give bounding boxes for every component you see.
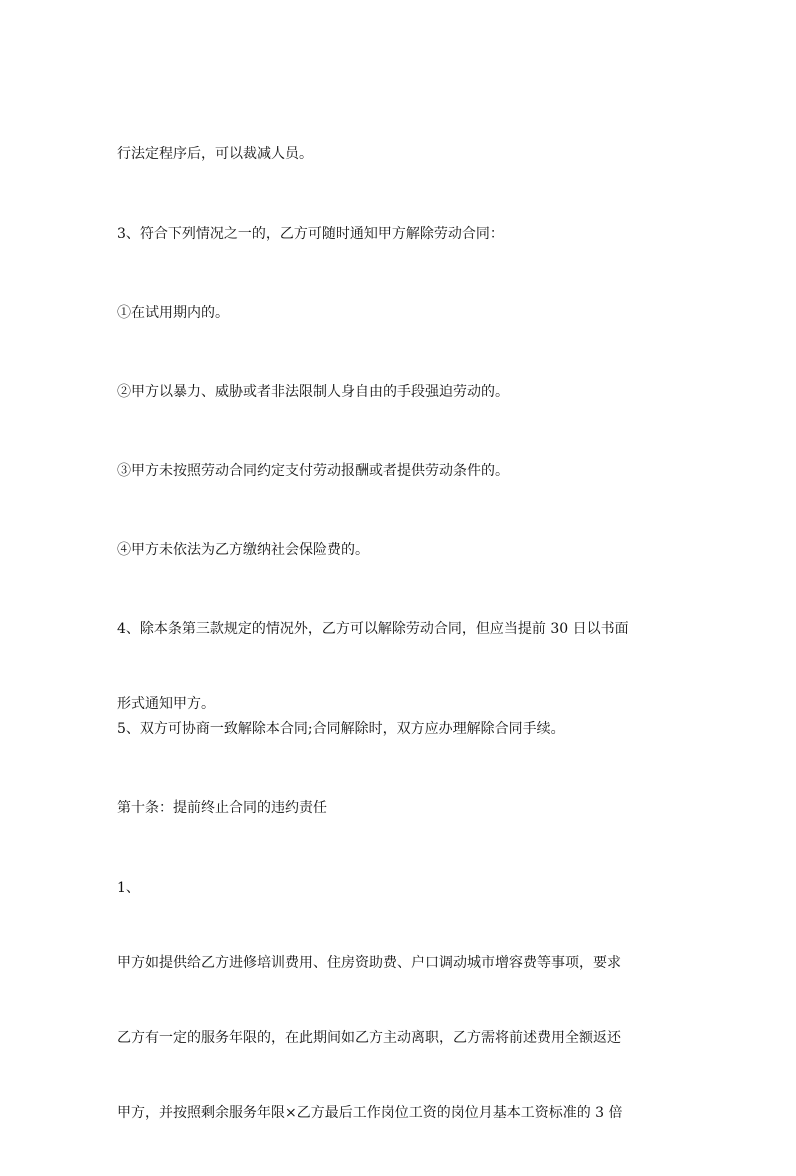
- paragraph-article-10-clause-1: [117, 826, 689, 1176]
- text-line: 甲方如提供给乙方进修培训费用、住房资助费、户口调动城市增容费等事项，要求: [117, 955, 621, 971]
- text-line: ①在试用期内的。: [117, 305, 229, 321]
- text-line: 行法定程序后，可以裁减人员。: [117, 146, 313, 162]
- text-line: ④甲方未依法为乙方缴纳社会保险费的。: [117, 542, 369, 558]
- text-line: 4、除本条第三款规定的情况外，乙方可以解除劳动合同，但应当提前 30 日以书面: [117, 621, 629, 637]
- text-line: ③甲方未按照劳动合同约定支付劳动报酬或者提供劳动条件的。: [117, 463, 509, 479]
- text-line: 第十条：提前终止合同的违约责任: [117, 800, 327, 816]
- text-line: 甲方，并按照剩余服务年限×乙方最后工作岗位工资的岗位月基本工资标准的 3 倍: [117, 1105, 623, 1121]
- text-line: 3、符合下列情况之一的，乙方可随时通知甲方解除劳动合同：: [117, 226, 504, 242]
- text-line: 乙方有一定的服务年限的，在此期间如乙方主动离职，乙方需将前述费用全额返还: [117, 1030, 621, 1046]
- text-line: 形式通知甲方。: [117, 696, 215, 712]
- text-line: ②甲方以暴力、威胁或者非法限制人身自由的手段强迫劳动的。: [117, 384, 509, 400]
- text-line: 5、双方可协商一致解除本合同;合同解除时，双方应办理解除合同手续。: [117, 721, 565, 737]
- text-line: 1、: [117, 880, 140, 896]
